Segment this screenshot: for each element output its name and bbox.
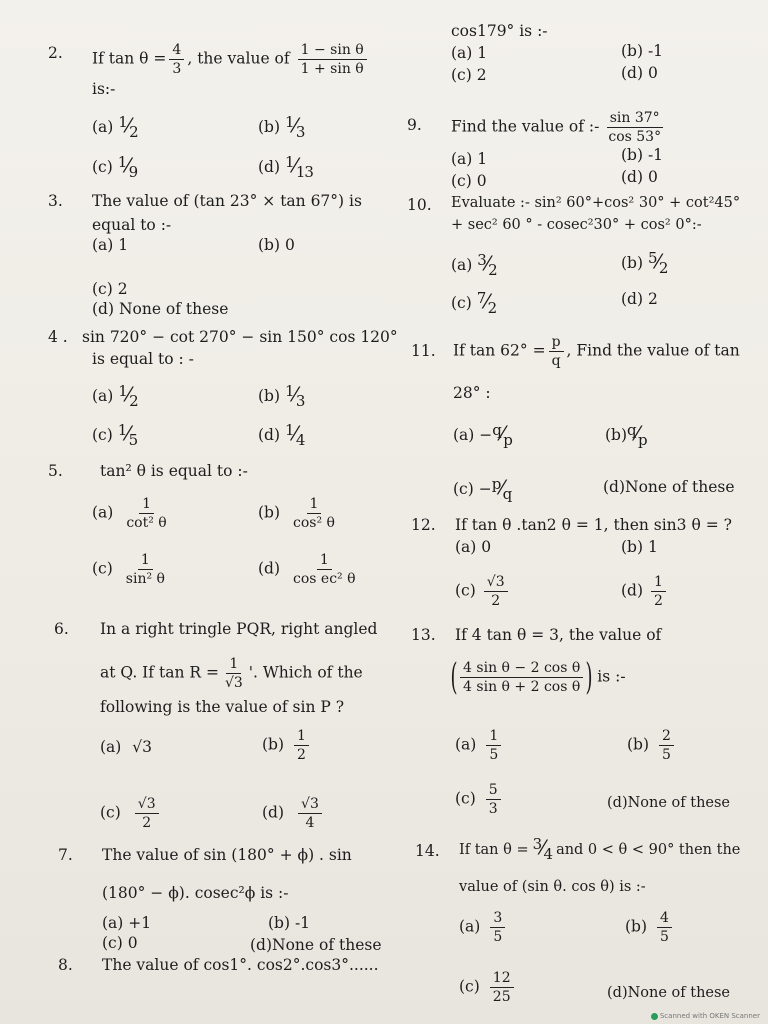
fraction: $\frac{\text{1 − sin θ}}{\text{1 + sin θ}}$: [298, 42, 367, 77]
option-b[interactable]: (b) 0: [258, 236, 295, 254]
option-d[interactable]: (d) None of these: [92, 300, 229, 318]
fraction: $\frac{1}{2}$: [294, 728, 309, 763]
fraction: $\frac{√3}{2}$: [484, 574, 508, 609]
question-stem: If 4 tan θ = 3, the value of: [455, 626, 662, 644]
fraction: $\frac{4}{3}$: [169, 42, 184, 77]
fraction: $^q⁄_p$: [627, 421, 647, 449]
option-b[interactable]: $(b)^q⁄_p$: [605, 421, 647, 449]
question-stem: tan² θ is equal to :-: [100, 462, 248, 480]
question-stem-cont: 28° :: [453, 384, 491, 402]
option-c[interactable]: (c) $^1⁄_5$: [92, 421, 138, 449]
option-a[interactable]: (a) 1: [92, 236, 129, 254]
option-d[interactable]: (d)None of these: [603, 478, 735, 496]
question-stem: sin 720° − cot 270° − sin 150° cos 120°: [82, 328, 398, 346]
fraction: $\frac{1}{2}$: [651, 574, 666, 609]
option-a[interactable]: (a) +1: [102, 914, 152, 932]
scanner-stamp: Scanned with OKEN Scanner: [651, 1012, 760, 1020]
option-d[interactable]: (d) 2: [621, 290, 658, 308]
fraction: $\frac{3}{5}$: [490, 910, 505, 945]
option-a[interactable]: (a) $\frac{1}{5}$: [455, 728, 504, 763]
fraction: $\frac{1}{√3}$: [224, 656, 243, 691]
option-d[interactable]: (d)None of these: [607, 985, 731, 1001]
question-stem: If tan 62° = $\frac{p}{q}$ , Find the value of tan: [453, 334, 740, 369]
fraction: $^1⁄_3$: [284, 113, 305, 141]
fraction: $\frac{12}{25}$: [490, 970, 514, 1005]
option-b[interactable]: (b) $^1⁄_3$: [258, 113, 305, 141]
question-stem-cont: is equal to : -: [92, 350, 194, 368]
option-a[interactable]: (a) $^1⁄_2$: [92, 382, 138, 410]
question-number: 8.: [58, 956, 73, 974]
option-a[interactable]: (a) $^3⁄_2$: [451, 251, 497, 279]
option-b[interactable]: (b) $\frac{1}{\text{cos² θ}}$: [258, 496, 341, 531]
fraction: $\frac{1}{\text{cot² θ}}$: [126, 496, 167, 531]
option-c[interactable]: (c) $^7⁄_2$: [451, 289, 497, 317]
question-stem: If tan θ .tan2 θ = 1, then sin3 θ = ?: [455, 516, 732, 534]
option-c[interactable]: $(c) -^p⁄_q$: [453, 475, 512, 503]
question-number: 11.: [411, 342, 436, 360]
question-number: 9.: [407, 116, 422, 134]
fraction: $^5⁄_2$: [647, 249, 668, 277]
option-c[interactable]: (c) 0: [451, 172, 487, 190]
question-stem: If $\tan \theta = ^3⁄_4$ and 0 < θ < 90° then the: [459, 835, 741, 863]
option-d[interactable]: (d) $\frac{√3}{4}$: [262, 796, 325, 831]
fraction: $^3⁄_2$: [477, 251, 497, 279]
option-b[interactable]: (b) $^1⁄_3$: [258, 382, 305, 410]
question-number: 3.: [48, 192, 63, 210]
fraction: $\frac{5}{3}$: [486, 782, 501, 817]
question-number: 10.: [407, 196, 432, 214]
fraction: $\frac{p}{q}$: [549, 334, 564, 369]
question-number: 6.: [54, 620, 69, 638]
fraction: $^1⁄_4$: [284, 421, 305, 449]
option-d[interactable]: (d) $\frac{1}{2}$: [621, 574, 669, 609]
scanner-logo-icon: [651, 1013, 658, 1020]
fraction: $^1⁄_3$: [284, 382, 305, 410]
question-stem-cont: equal to :-: [92, 216, 172, 234]
question-stem: If tan θ = $\frac{4}{3}$ , the value of $\frac{\text{1 − sin θ}}{\text{1 + sin θ}}$: [92, 42, 370, 77]
question-stem: The value of (tan 23° × tan 67°) is: [92, 192, 362, 210]
option-b[interactable]: (b) -1: [621, 146, 664, 164]
fraction: $\frac{√3}{2}$: [135, 796, 159, 831]
option-c[interactable]: (c) 2: [92, 280, 128, 298]
option-a[interactable]: (a) 1: [451, 150, 488, 168]
option-b[interactable]: (b) $\frac{4}{5}$: [625, 910, 675, 945]
question-number: 13.: [411, 626, 436, 644]
option-c[interactable]: (c) $^1⁄_9$: [92, 153, 138, 181]
question-stem-cont: following is the value of sin P ?: [100, 698, 345, 716]
fraction: $^1⁄_2$: [118, 382, 138, 410]
option-c[interactable]: (c) $\frac{12}{25}$: [459, 970, 517, 1005]
option-c[interactable]: (c) 2: [451, 66, 487, 84]
option-a[interactable]: (a) 1: [451, 44, 488, 62]
option-b[interactable]: (b) $^5⁄_2$: [621, 249, 668, 277]
question-stem-cont: + sec² 60 ° - cosec²30° + cos² 0°:-: [451, 217, 702, 233]
option-b[interactable]: (b) $\frac{1}{2}$: [262, 728, 312, 763]
question-stem: In a right tringle PQR, right angled: [100, 620, 378, 638]
option-b[interactable]: (b) -1: [268, 914, 311, 932]
question-number: 5.: [48, 462, 63, 480]
option-a[interactable]: (a) $\frac{3}{5}$: [459, 910, 508, 945]
option-a[interactable]: $(a) -^q⁄_p$: [453, 421, 512, 449]
fraction: $^p⁄_q$: [491, 475, 512, 503]
option-d[interactable]: (d) $\frac{1}{\text{cos ec² θ}}$: [258, 552, 362, 587]
question-expression: ( $\frac{\text{4 sin θ − 2 cos θ}}{\text{4 sin θ + 2 cos θ}}$ ) is :-: [450, 656, 626, 698]
option-d[interactable]: (d) 0: [621, 168, 658, 186]
fraction: $\frac{1}{\text{cos ec² θ}}$: [293, 552, 356, 587]
option-a[interactable]: (a) $\frac{1}{\text{cot² θ}}$: [92, 496, 173, 531]
question-stem-cont: is:-: [92, 80, 116, 98]
option-d[interactable]: (d) $^1⁄_4$: [258, 421, 305, 449]
question-stem: The value of cos1°. cos2°.cos3°......: [102, 956, 379, 974]
option-c[interactable]: (c) $\frac{√3}{2}$: [100, 796, 162, 831]
fraction: $\frac{√3}{4}$: [298, 796, 322, 831]
fraction: $^1⁄_9$: [117, 153, 138, 181]
option-c[interactable]: (c) 0: [102, 934, 138, 952]
question-stem-cont: at Q. If tan R = $\frac{1}{√3}$ '. Which of the: [100, 656, 363, 691]
fraction: $\frac{2}{5}$: [659, 728, 674, 763]
fraction: $\frac{4}{5}$: [657, 910, 672, 945]
option-d[interactable]: (d)None of these: [250, 936, 382, 954]
option-c[interactable]: (c) $\frac{√3}{2}$: [455, 574, 511, 609]
question-stem-cont: cos179° is :-: [451, 22, 548, 40]
question-number: 4 .: [48, 328, 68, 346]
option-a[interactable]: (a) $^1⁄_2$: [92, 113, 138, 141]
fraction: $\frac{\sin 37^\circ}{\cos 53^\circ}$: [608, 110, 662, 145]
fraction: $^7⁄_2$: [476, 289, 497, 317]
option-d[interactable]: (d) 0: [621, 64, 658, 82]
fraction: $\frac{1}{5}$: [486, 728, 501, 763]
option-a[interactable]: (a) 0: [455, 538, 492, 556]
fraction: $^3⁄_4$: [532, 835, 553, 863]
fraction: $^1⁄_5$: [117, 421, 138, 449]
question-number: 14.: [415, 842, 440, 860]
question-stem: Find the value of :- $\frac{\sin 37^\circ}{\cos 53^\circ}$: [451, 110, 667, 145]
option-b[interactable]: (b) -1: [621, 42, 664, 60]
fraction: $^q⁄_p$: [492, 421, 512, 449]
fraction: $^1⁄_2$: [118, 113, 138, 141]
fraction: $\frac{1}{\text{cos² θ}}$: [293, 496, 335, 531]
option-c[interactable]: (c) $\frac{5}{3}$: [455, 782, 504, 817]
question-stem-cont: value of (sin θ. cos θ) is :-: [459, 879, 646, 895]
option-b[interactable]: (b) 1: [621, 538, 658, 556]
option-c[interactable]: (c) $\frac{1}{\text{sin² θ}}$: [92, 552, 171, 587]
question-stem: Evaluate :- sin² 60°+cos² 30° + cot²45°: [451, 195, 741, 211]
option-b[interactable]: (b) $\frac{2}{5}$: [627, 728, 677, 763]
fraction: $^1⁄_{13}$: [284, 153, 313, 181]
question-number: 7.: [58, 846, 73, 864]
fraction: $\frac{1}{\text{sin² θ}}$: [125, 552, 165, 587]
option-d[interactable]: (d)None of these: [607, 795, 731, 811]
option-a[interactable]: (a) √3: [100, 738, 153, 756]
question-stem: The value of sin (180° + ϕ) . sin: [102, 846, 352, 864]
option-d[interactable]: (d) $^1⁄_{13}$: [258, 153, 313, 181]
question-number: 12.: [411, 516, 436, 534]
fraction: $\frac{\text{4 sin θ − 2 cos θ}}{\text{4 sin θ + 2 cos θ}}$: [460, 660, 583, 695]
question-stem-cont: (180° − ϕ). cosec²ϕ is :-: [102, 884, 289, 902]
question-number: 2.: [48, 44, 63, 62]
